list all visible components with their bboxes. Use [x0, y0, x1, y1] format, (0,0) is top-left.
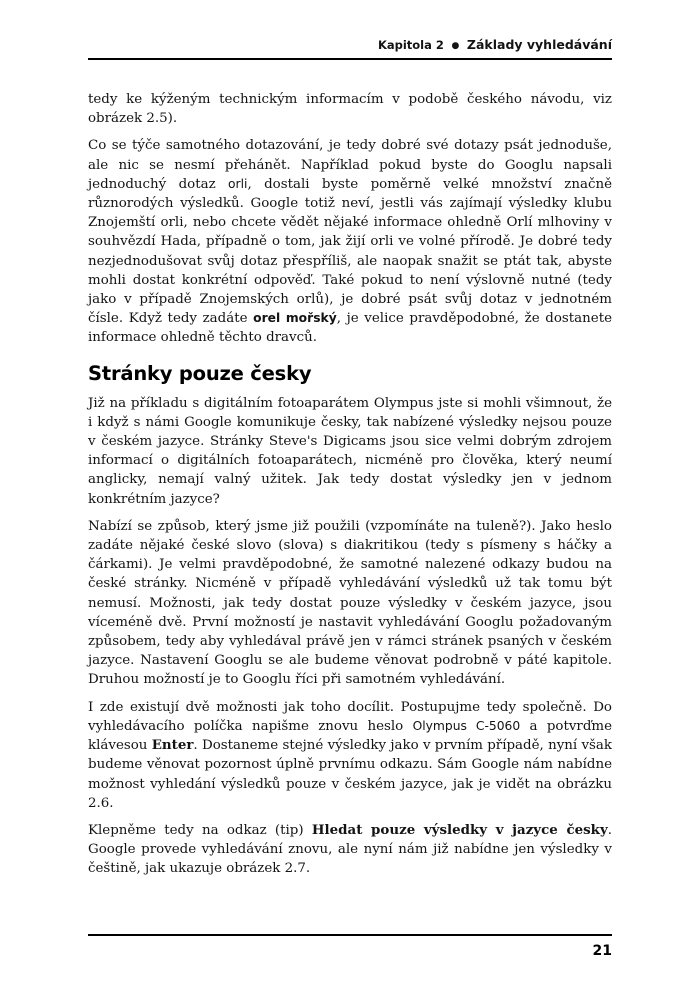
- paragraph: [88, 136, 612, 347]
- footer-rule: [88, 934, 612, 936]
- inline-bold: Enter: [151, 737, 194, 754]
- page-number: 21: [592, 943, 612, 959]
- paragraph: [88, 90, 612, 128]
- inline-term-bold: orel mořský: [253, 311, 337, 326]
- text-run: , je velice pravděpodobné, že dostanete informace ohledně těchto dravců.: [88, 311, 613, 346]
- text-run: , dostali byste poměrně velké množství značně různorodých výsledků. Google totiž neví, jestli vás zajímají výsledky klubu Znojemští orli, nebo chcete vědět nějaké informace ohledně Orlí mlhoviny v souhvězdí Hada, případně o tom, jak žijí orli ve volné přírodě. Je dobré tedy nezjednodušovat svůj dotaz přespříliš, ale naopak snažit se ptát tak, abyste mohli dostat konkrétní odpověď. Také pokud to není výslovně nutné (tedy jako v případě Znojemských orlů), je dobré psát svůj dotaz v jednotném čísle. Když tedy zadáte: [88, 176, 612, 327]
- chapter-label: Kapitola 2: [377, 38, 444, 52]
- section-heading: Stránky pouze česky: [88, 361, 312, 385]
- paragraph: [88, 517, 612, 690]
- paragraph: [88, 698, 612, 813]
- text-run: Klepněme tedy na odkaz (tip): [88, 822, 312, 838]
- page-footer: [88, 934, 612, 959]
- bullet-separator-icon: ●: [451, 41, 460, 51]
- text-run: Nabízí se způsob, který jsme již použili (vzpomínáte na tuleně?). Jako heslo zadáte nějaké české slovo (slova) s diakritikou (tedy s písmeny s háčky a čárkami). Je velmi pravděpodobné, že samotné nalezené odkazy budou na české stránky. Nicméně v případě vyhledávání výsledků už tak tomu být nemusí. Možnosti, jak tedy dostat pouze výsledky v českém jazyce, jsou víceméně dvě. První možností je nastavit vyhledávání Googlu požadovaným způsobem, tedy aby vyhledával právě jen v rámci stránek psaných v českém jazyce. Nastavení Googlu se ale budeme věnovat podrobně v páté kapitole. Druhou možností je to Googlu říci při samotném vyhledávání.: [88, 518, 612, 688]
- chapter-title: Základy vyhledávání: [466, 37, 612, 52]
- text-run: tedy ke kýženým technickým informacím v podobě českého návodu, viz obrázek 2.5).: [88, 92, 612, 127]
- text-run: Již na příkladu s digitálním fotoaparátem Olympus jste si mohli všimnout, že i když s námi Google komunikuje česky, tak nabízené výsledky nejsou pouze v českém jazyce. Stránky Steve's Digicams jsou sice velmi dobrým zdrojem informací o digitálních fotoaparátech, nicméně pro člověka, který neumí anglicky, nemají valný užitek. Jak tedy dostat výsledky jen v jednom konkrétním jazyce?: [88, 395, 612, 507]
- inline-bold: Hledat pouze výsledky v jazyce česky: [311, 821, 608, 838]
- inline-term: Olympus C-5060: [412, 718, 521, 733]
- text-run: . Dostaneme stejné výsledky jako v prvním případě, nyní však budeme věnovat pozornost úplně prvnímu odkazu. Sám Google nám nabídne možnost vyhledání výsledků pouze v českém jazyce, jak je vidět na obrázku 2.6.: [88, 738, 612, 811]
- text-run: I zde existují dvě možnosti jak toho docílit. Postupujme tedy společně. Do vyhledávacího políčka napišme znovu heslo: [88, 699, 612, 734]
- text-run: Co se týče samotného dotazování, je tedy dobré své dotazy psát jednoduše, ale nic se nesmí přehánět. Například pokud byste do Googlu napsali jednoduchý dotaz: [88, 138, 612, 192]
- text-run: . Google provede vyhledávání znovu, ale nyní nám již nabídne jen výsledky v češtině, jak ukazuje obrázek 2.7.: [88, 822, 612, 877]
- text-run: a potvrďme klávesou: [88, 718, 613, 754]
- running-header: [88, 34, 612, 53]
- page-content: [88, 60, 612, 879]
- paragraph: [88, 821, 612, 879]
- paragraph: [88, 394, 612, 509]
- inline-term: orli: [228, 176, 248, 191]
